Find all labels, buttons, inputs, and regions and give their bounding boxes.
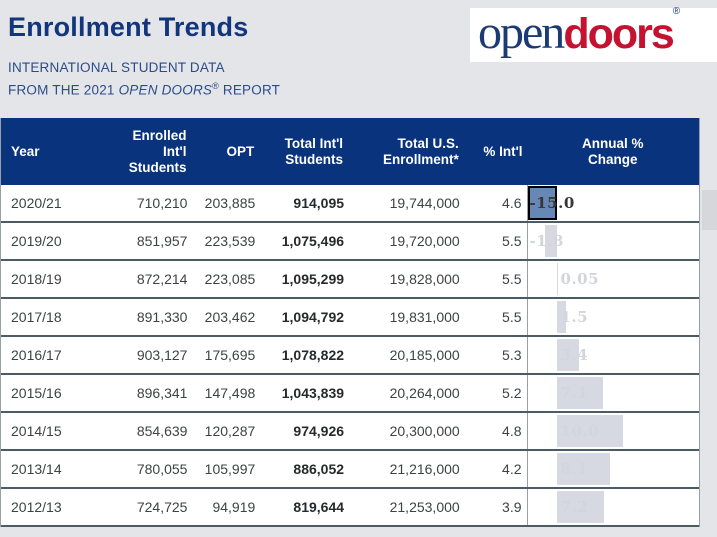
column-header-line: OPT: [226, 143, 255, 159]
page-title: Enrollment Trends: [8, 12, 249, 42]
cell-opt: 203,885: [204, 195, 256, 211]
table-row[interactable]: [1, 261, 699, 299]
column-header-line: Int'l: [163, 143, 187, 159]
cell-enrolled-intl-students: 724,725: [136, 499, 188, 515]
table-row[interactable]: [1, 375, 699, 413]
cell-enrolled-intl-students: 896,341: [136, 385, 188, 401]
cell-pct-intl: 4.6: [502, 195, 522, 211]
subtitle-line1: INTERNATIONAL STUDENT DATA: [8, 60, 225, 75]
cell-annual-pct-change: [527, 185, 699, 221]
enrollment-table: [0, 118, 700, 527]
cell-opt: 94,919: [212, 499, 256, 515]
cell-enrolled-intl-students: 851,957: [136, 233, 188, 249]
cell-opt: 175,695: [204, 347, 256, 363]
column-header-line: Year: [11, 143, 40, 159]
cell-total-us-enrollment: 21,216,000: [389, 461, 460, 477]
table-row[interactable]: [1, 185, 699, 223]
cell-total-intl-students: 974,926: [293, 423, 345, 439]
cell-pct-intl: 5.5: [502, 271, 522, 287]
annual-change-value: 7.1: [560, 384, 589, 402]
cell-year: 2014/15: [11, 423, 62, 439]
cell-year: 2019/20: [11, 233, 62, 249]
cell-year: 2013/14: [11, 461, 62, 477]
cell-opt: 203,462: [204, 309, 256, 325]
opendoors-logo-text: [478, 5, 680, 60]
cell-opt: 147,498: [204, 385, 256, 401]
logo-registered-mark: ®: [672, 6, 681, 17]
cell-total-intl-students: 819,644: [293, 499, 345, 515]
cell-year: 2018/19: [11, 271, 62, 287]
annual-change-value: -1.8: [529, 232, 564, 250]
cell-pct-intl: 4.2: [502, 461, 522, 477]
column-header-line: Change: [588, 151, 638, 167]
column-header-enrolled-intl-students[interactable]: [101, 118, 191, 185]
cell-total-us-enrollment: 20,264,000: [389, 385, 460, 401]
column-header-line: Total Int'l: [284, 135, 344, 151]
logo-doors-text: doors: [563, 10, 673, 58]
cell-total-intl-students: 1,094,792: [281, 309, 345, 325]
cell-total-intl-students: 1,095,299: [281, 271, 345, 287]
cell-annual-pct-change: [527, 223, 699, 259]
cell-total-us-enrollment: 19,828,000: [389, 271, 460, 287]
column-header-line: Annual %: [582, 135, 644, 151]
cell-opt: 120,287: [204, 423, 256, 439]
cell-year: 2015/16: [11, 385, 62, 401]
annual-change-value: 0.05: [560, 270, 600, 288]
cell-pct-intl: 3.9: [502, 499, 522, 515]
column-header-pct-intl[interactable]: [463, 118, 527, 185]
table-row[interactable]: [1, 223, 699, 261]
annual-change-value: 10.0: [560, 422, 600, 440]
column-header-line: Students: [285, 151, 344, 167]
cell-annual-pct-change: [527, 261, 699, 297]
cell-annual-pct-change: [527, 375, 699, 411]
cell-total-us-enrollment: 19,744,000: [389, 195, 460, 211]
cell-year: 2016/17: [11, 347, 62, 363]
cell-total-intl-students: 1,078,822: [281, 347, 345, 363]
column-header-line: Students: [128, 159, 187, 175]
column-header-year[interactable]: [1, 118, 101, 185]
cell-enrolled-intl-students: 903,127: [136, 347, 188, 363]
cell-enrolled-intl-students: 780,055: [136, 461, 188, 477]
logo-open-text: open: [478, 6, 564, 59]
column-header-line: Enrollment*: [382, 151, 459, 167]
cell-enrolled-intl-students: 710,210: [136, 195, 188, 211]
subtitle: [8, 58, 280, 100]
cell-year: 2020/21: [11, 195, 62, 211]
cell-opt: 105,997: [204, 461, 256, 477]
column-header-total-intl-students[interactable]: [258, 118, 347, 185]
cell-pct-intl: 5.5: [502, 309, 522, 325]
annual-change-bar[interactable]: [557, 263, 558, 295]
cell-total-us-enrollment: 20,300,000: [389, 423, 460, 439]
annual-change-value: 7.2: [560, 498, 589, 516]
cell-total-us-enrollment: 19,831,000: [389, 309, 460, 325]
opendoors-logo: [470, 8, 717, 62]
annual-change-value: -15.0: [529, 194, 575, 212]
cell-annual-pct-change: [527, 451, 699, 487]
annual-change-value: 8.1: [560, 460, 589, 478]
cell-annual-pct-change: [527, 413, 699, 449]
cell-pct-intl: 5.3: [502, 347, 522, 363]
column-header-line: Total U.S.: [397, 135, 459, 151]
cell-annual-pct-change: [527, 299, 699, 335]
cell-year: 2012/13: [11, 499, 62, 515]
cell-total-intl-students: 886,052: [293, 461, 345, 477]
scrollbar-thumb[interactable]: [702, 190, 717, 230]
cell-enrolled-intl-students: 854,639: [136, 423, 188, 439]
annual-change-value: 3.4: [560, 346, 589, 364]
column-header-annual-pct-change[interactable]: [527, 118, 699, 185]
table-body: [1, 185, 699, 527]
column-header-total-us-enrollment[interactable]: [347, 118, 463, 185]
cell-opt: 223,085: [204, 271, 256, 287]
cell-total-intl-students: 914,095: [293, 195, 345, 211]
cell-total-us-enrollment: 20,185,000: [389, 347, 460, 363]
column-header-line: Enrolled: [132, 127, 187, 143]
cell-pct-intl: 5.5: [502, 233, 522, 249]
cell-pct-intl: 4.8: [502, 423, 522, 439]
cell-enrolled-intl-students: 891,330: [136, 309, 188, 325]
cell-total-intl-students: 1,043,839: [281, 385, 345, 401]
subtitle-line2: FROM THE 2021 OPEN DOORS® REPORT: [8, 81, 281, 98]
cell-year: 2017/18: [11, 309, 62, 325]
table-header-row: [1, 118, 699, 185]
cell-total-intl-students: 1,075,496: [281, 233, 345, 249]
column-header-opt[interactable]: [190, 118, 258, 185]
cell-annual-pct-change: [527, 337, 699, 373]
table-row[interactable]: [1, 413, 699, 451]
cell-total-us-enrollment: 21,253,000: [389, 499, 460, 515]
cell-annual-pct-change: [527, 489, 699, 525]
table-row[interactable]: [1, 299, 699, 337]
cell-enrolled-intl-students: 872,214: [136, 271, 188, 287]
cell-total-us-enrollment: 19,720,000: [389, 233, 460, 249]
table-row[interactable]: [1, 489, 699, 527]
annual-change-value: 1.5: [560, 308, 589, 326]
cell-opt: 223,539: [204, 233, 256, 249]
cell-pct-intl: 5.2: [502, 385, 522, 401]
table-row[interactable]: [1, 337, 699, 375]
column-header-line: % Int'l: [483, 143, 523, 159]
table-row[interactable]: [1, 451, 699, 489]
